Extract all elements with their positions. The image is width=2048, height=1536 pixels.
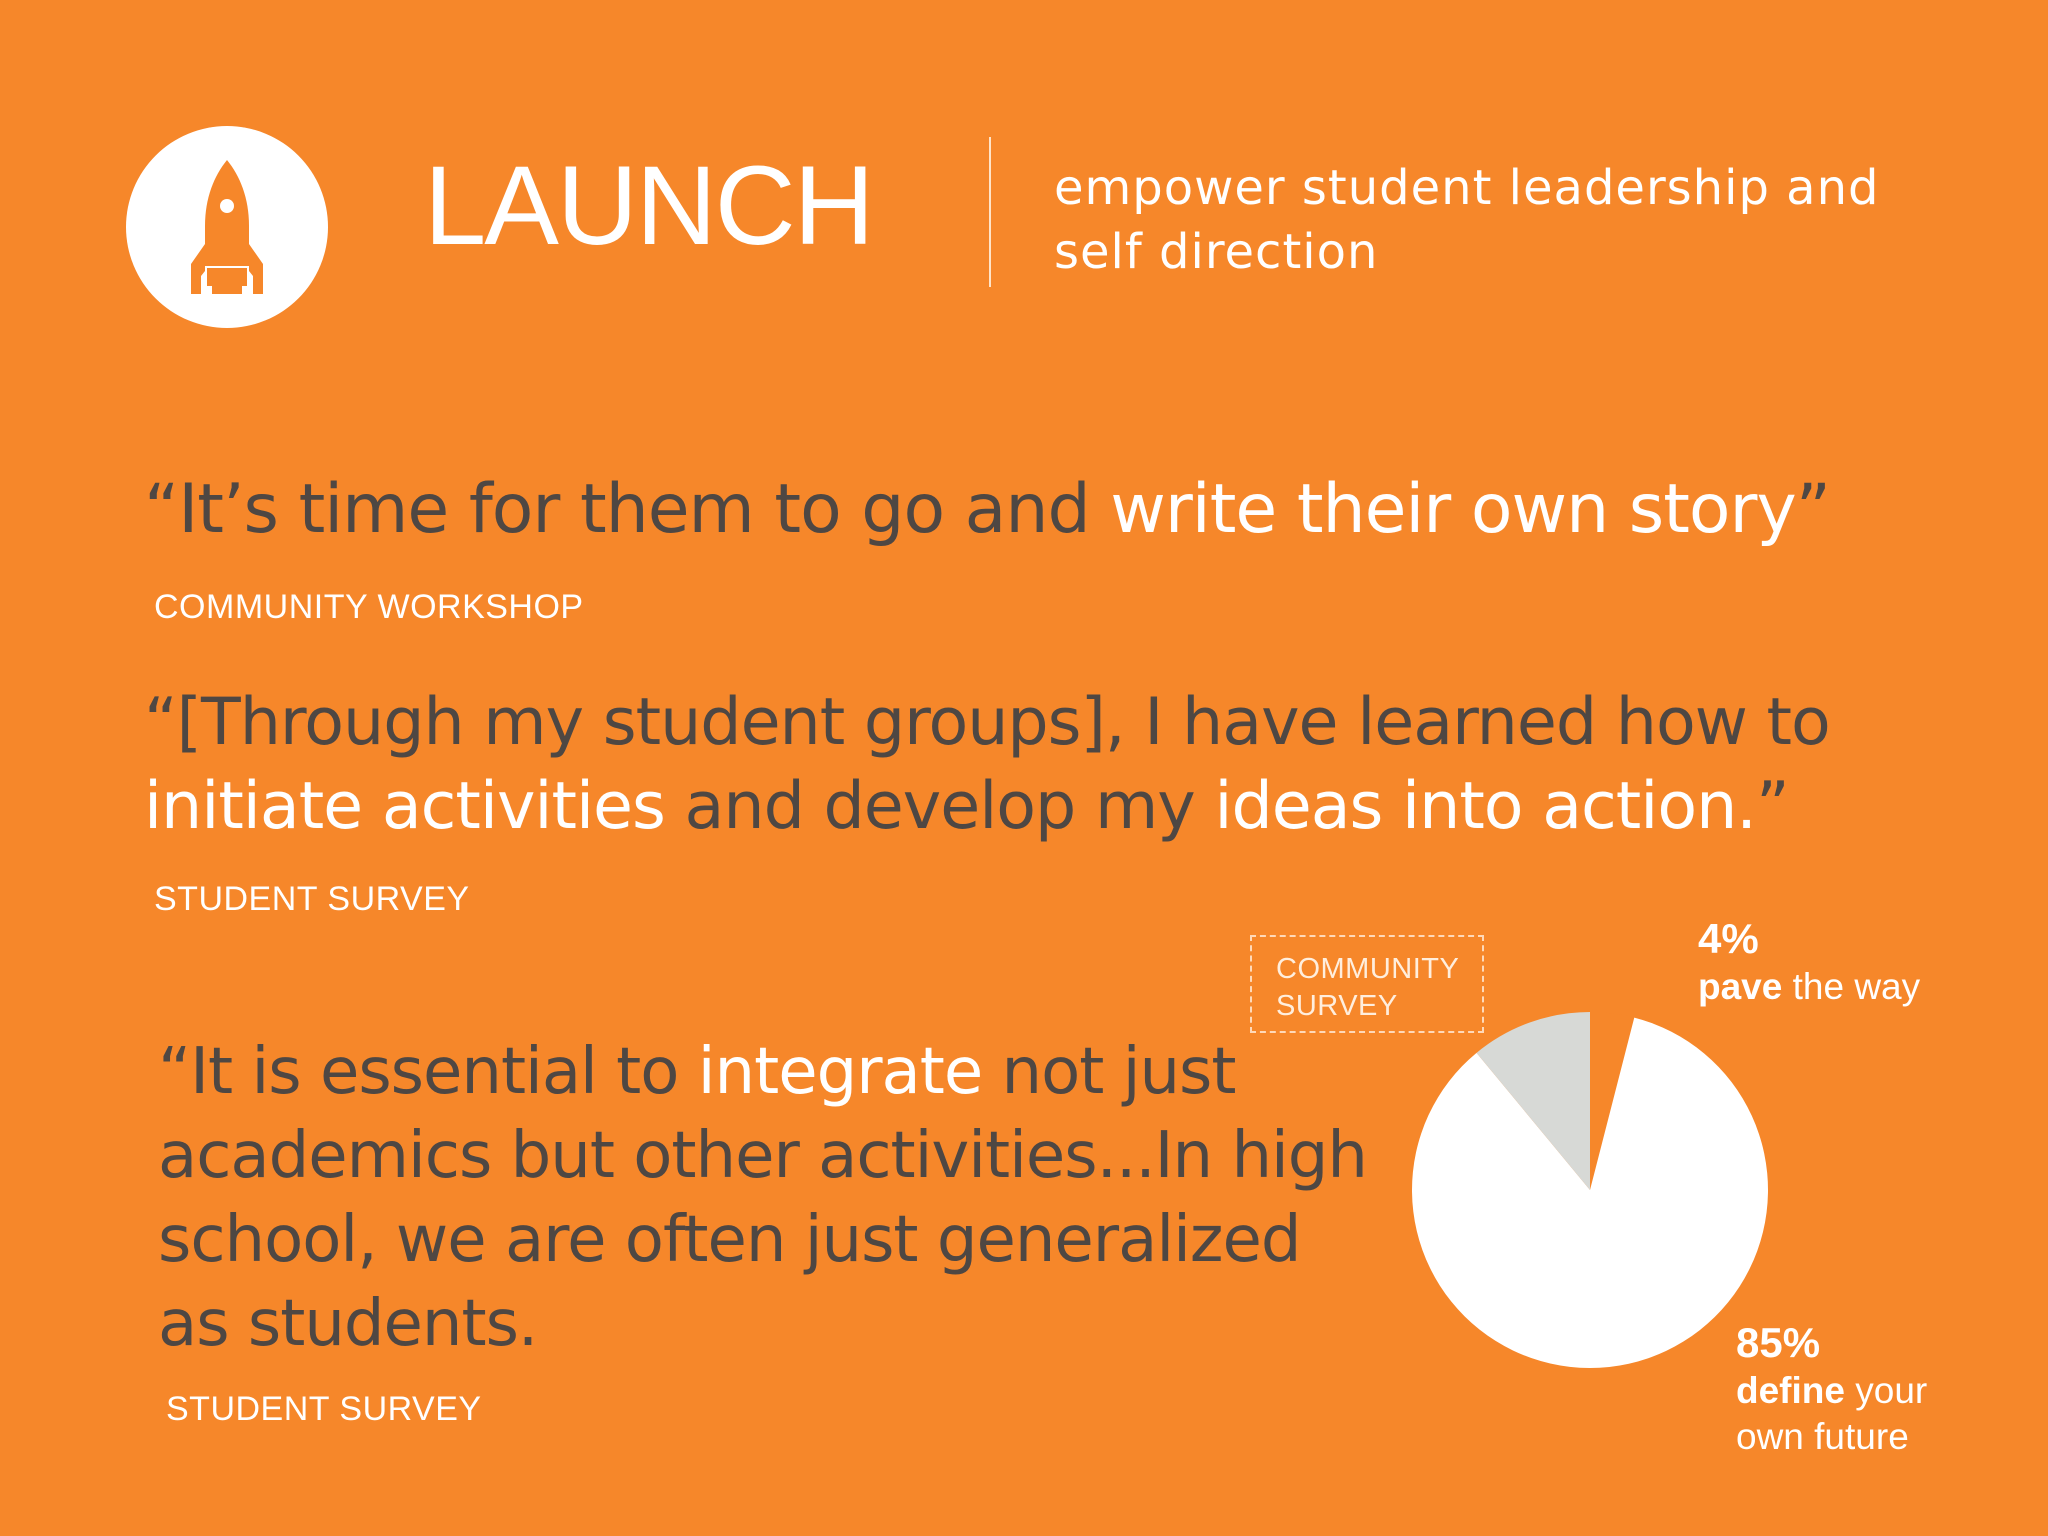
quote-3 [158,1030,1367,1366]
quote-text: “It is essential to [158,1035,698,1109]
quote-text: “It’s time for them to go and [144,470,1111,549]
tagline-line-2: self direction [1054,224,1379,280]
pie-label-define-bold: define [1736,1370,1845,1411]
pie-label-pave [1698,914,1920,1010]
quote-text: as students. [158,1287,538,1361]
quote-line [158,1030,1367,1114]
quote-text: “[Through my student groups], I have learned how to [144,685,1830,760]
page-title: LAUNCH [424,143,873,268]
survey-label-line-1: COMMUNITY [1276,953,1460,985]
quote-line [158,1198,1367,1282]
quote-text: ” [1755,769,1789,844]
quote-text: and develop my [664,769,1215,844]
header-divider [989,137,991,287]
quote-line [144,681,1830,765]
quote-line [158,1114,1367,1198]
pie-label-define-text [1736,1368,1927,1414]
quote-line [144,765,1830,849]
tagline [1054,156,1879,284]
quote-text: academics but other activities...In high [158,1119,1367,1193]
rocket-icon [126,126,328,328]
quote-highlight: integrate [697,1035,983,1109]
quote-1-source: COMMUNITY WORKSHOP [154,588,584,626]
quote-2 [144,681,1830,849]
quote-line [144,468,1830,552]
quote-line [158,1282,1367,1366]
survey-label-line-2: SURVEY [1276,990,1398,1022]
pie-label-define-rest: your [1844,1370,1928,1411]
pie-chart [1400,1000,1780,1380]
quote-highlight: write their own story [1110,470,1796,549]
logo-circle [126,126,328,328]
quote-2-source: STUDENT SURVEY [154,880,470,918]
quote-1 [144,468,1830,552]
pie-label-define-text-2: own future [1736,1416,1909,1457]
quote-3-source: STUDENT SURVEY [166,1390,482,1428]
pie-label-pave-bold: pave [1698,966,1783,1007]
pie-label-pave-rest: the way [1782,966,1921,1007]
pie-label-pave-text [1698,964,1920,1010]
quote-text: school, we are often just generalized [158,1203,1301,1277]
tagline-line-1: empower student leadership and [1054,160,1880,216]
quote-text: not just [982,1035,1236,1109]
quote-highlight: initiate activities [144,769,665,844]
pie-label-define [1736,1318,1927,1460]
pie-label-pave-pct: 4% [1698,915,1759,962]
quote-highlight: ideas into action. [1214,769,1756,844]
quote-text: ” [1795,470,1830,549]
pie-label-define-pct: 85% [1736,1319,1821,1366]
